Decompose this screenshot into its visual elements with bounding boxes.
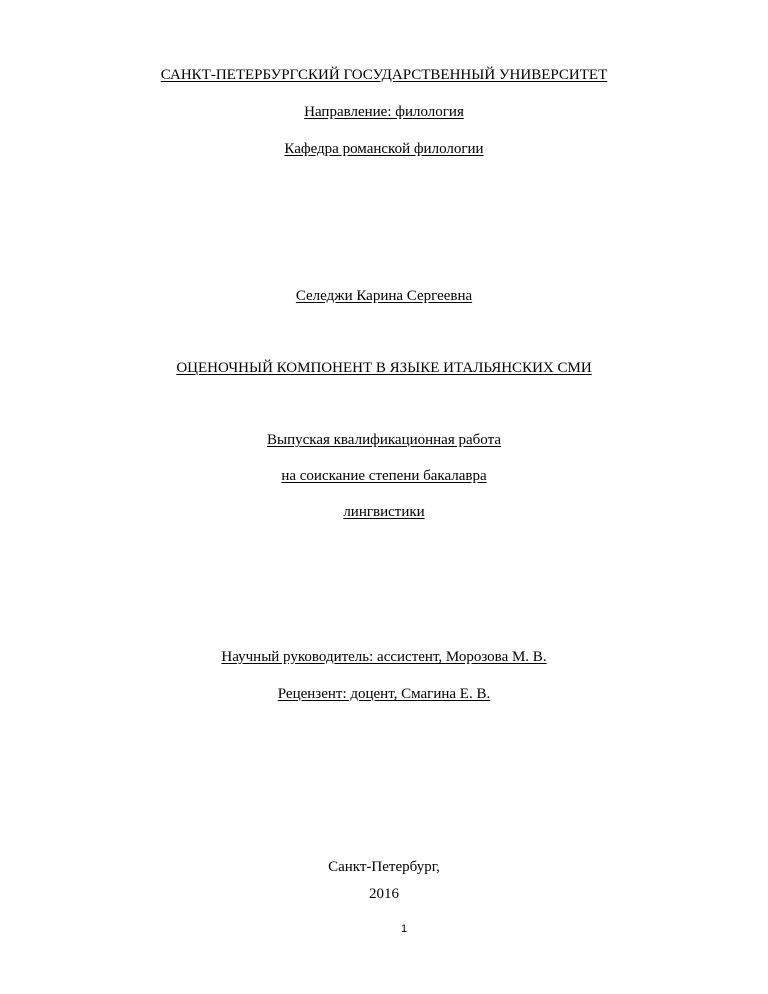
university-name-text: САНКТ-ПЕТЕРБУРГСКИЙ ГОСУДАРСТВЕННЫЙ УНИВЕРСИТЕТ — [160, 67, 608, 83]
direction — [0, 103, 768, 121]
author-name — [0, 287, 768, 305]
university-name — [0, 66, 768, 84]
department-text: Кафедра романской филологии — [284, 141, 484, 157]
degree-line-text: на соискание степени бакалавра — [281, 468, 487, 484]
thesis-title — [0, 359, 768, 377]
work-type-text: Выпуская квалификационная работа — [267, 432, 501, 448]
author-name-text: Селеджи Карина Сергеевна — [295, 288, 473, 304]
work-type — [0, 431, 768, 449]
city-text: Санкт-Петербург, — [328, 859, 440, 875]
city — [0, 858, 768, 876]
supervisor — [0, 648, 768, 666]
thesis-title-text: ОЦЕНОЧНЫЙ КОМПОНЕНТ В ЯЗЫКЕ ИТАЛЬЯНСКИХ СМИ — [176, 360, 592, 376]
field-of-study-text: лингвистики — [343, 504, 425, 520]
direction-text: Направление: филология — [304, 104, 464, 120]
year — [0, 885, 768, 903]
degree-line — [0, 467, 768, 485]
year-text: 2016 — [369, 886, 399, 902]
reviewer-text: Рецензент: доцент, Смагина Е. В. — [277, 686, 491, 702]
field-of-study — [0, 503, 768, 521]
supervisor-text: Научный руководитель: ассистент, Морозова М. В. — [221, 649, 547, 665]
reviewer — [0, 685, 768, 703]
page-number: 1 — [400, 923, 408, 935]
department — [0, 140, 768, 158]
